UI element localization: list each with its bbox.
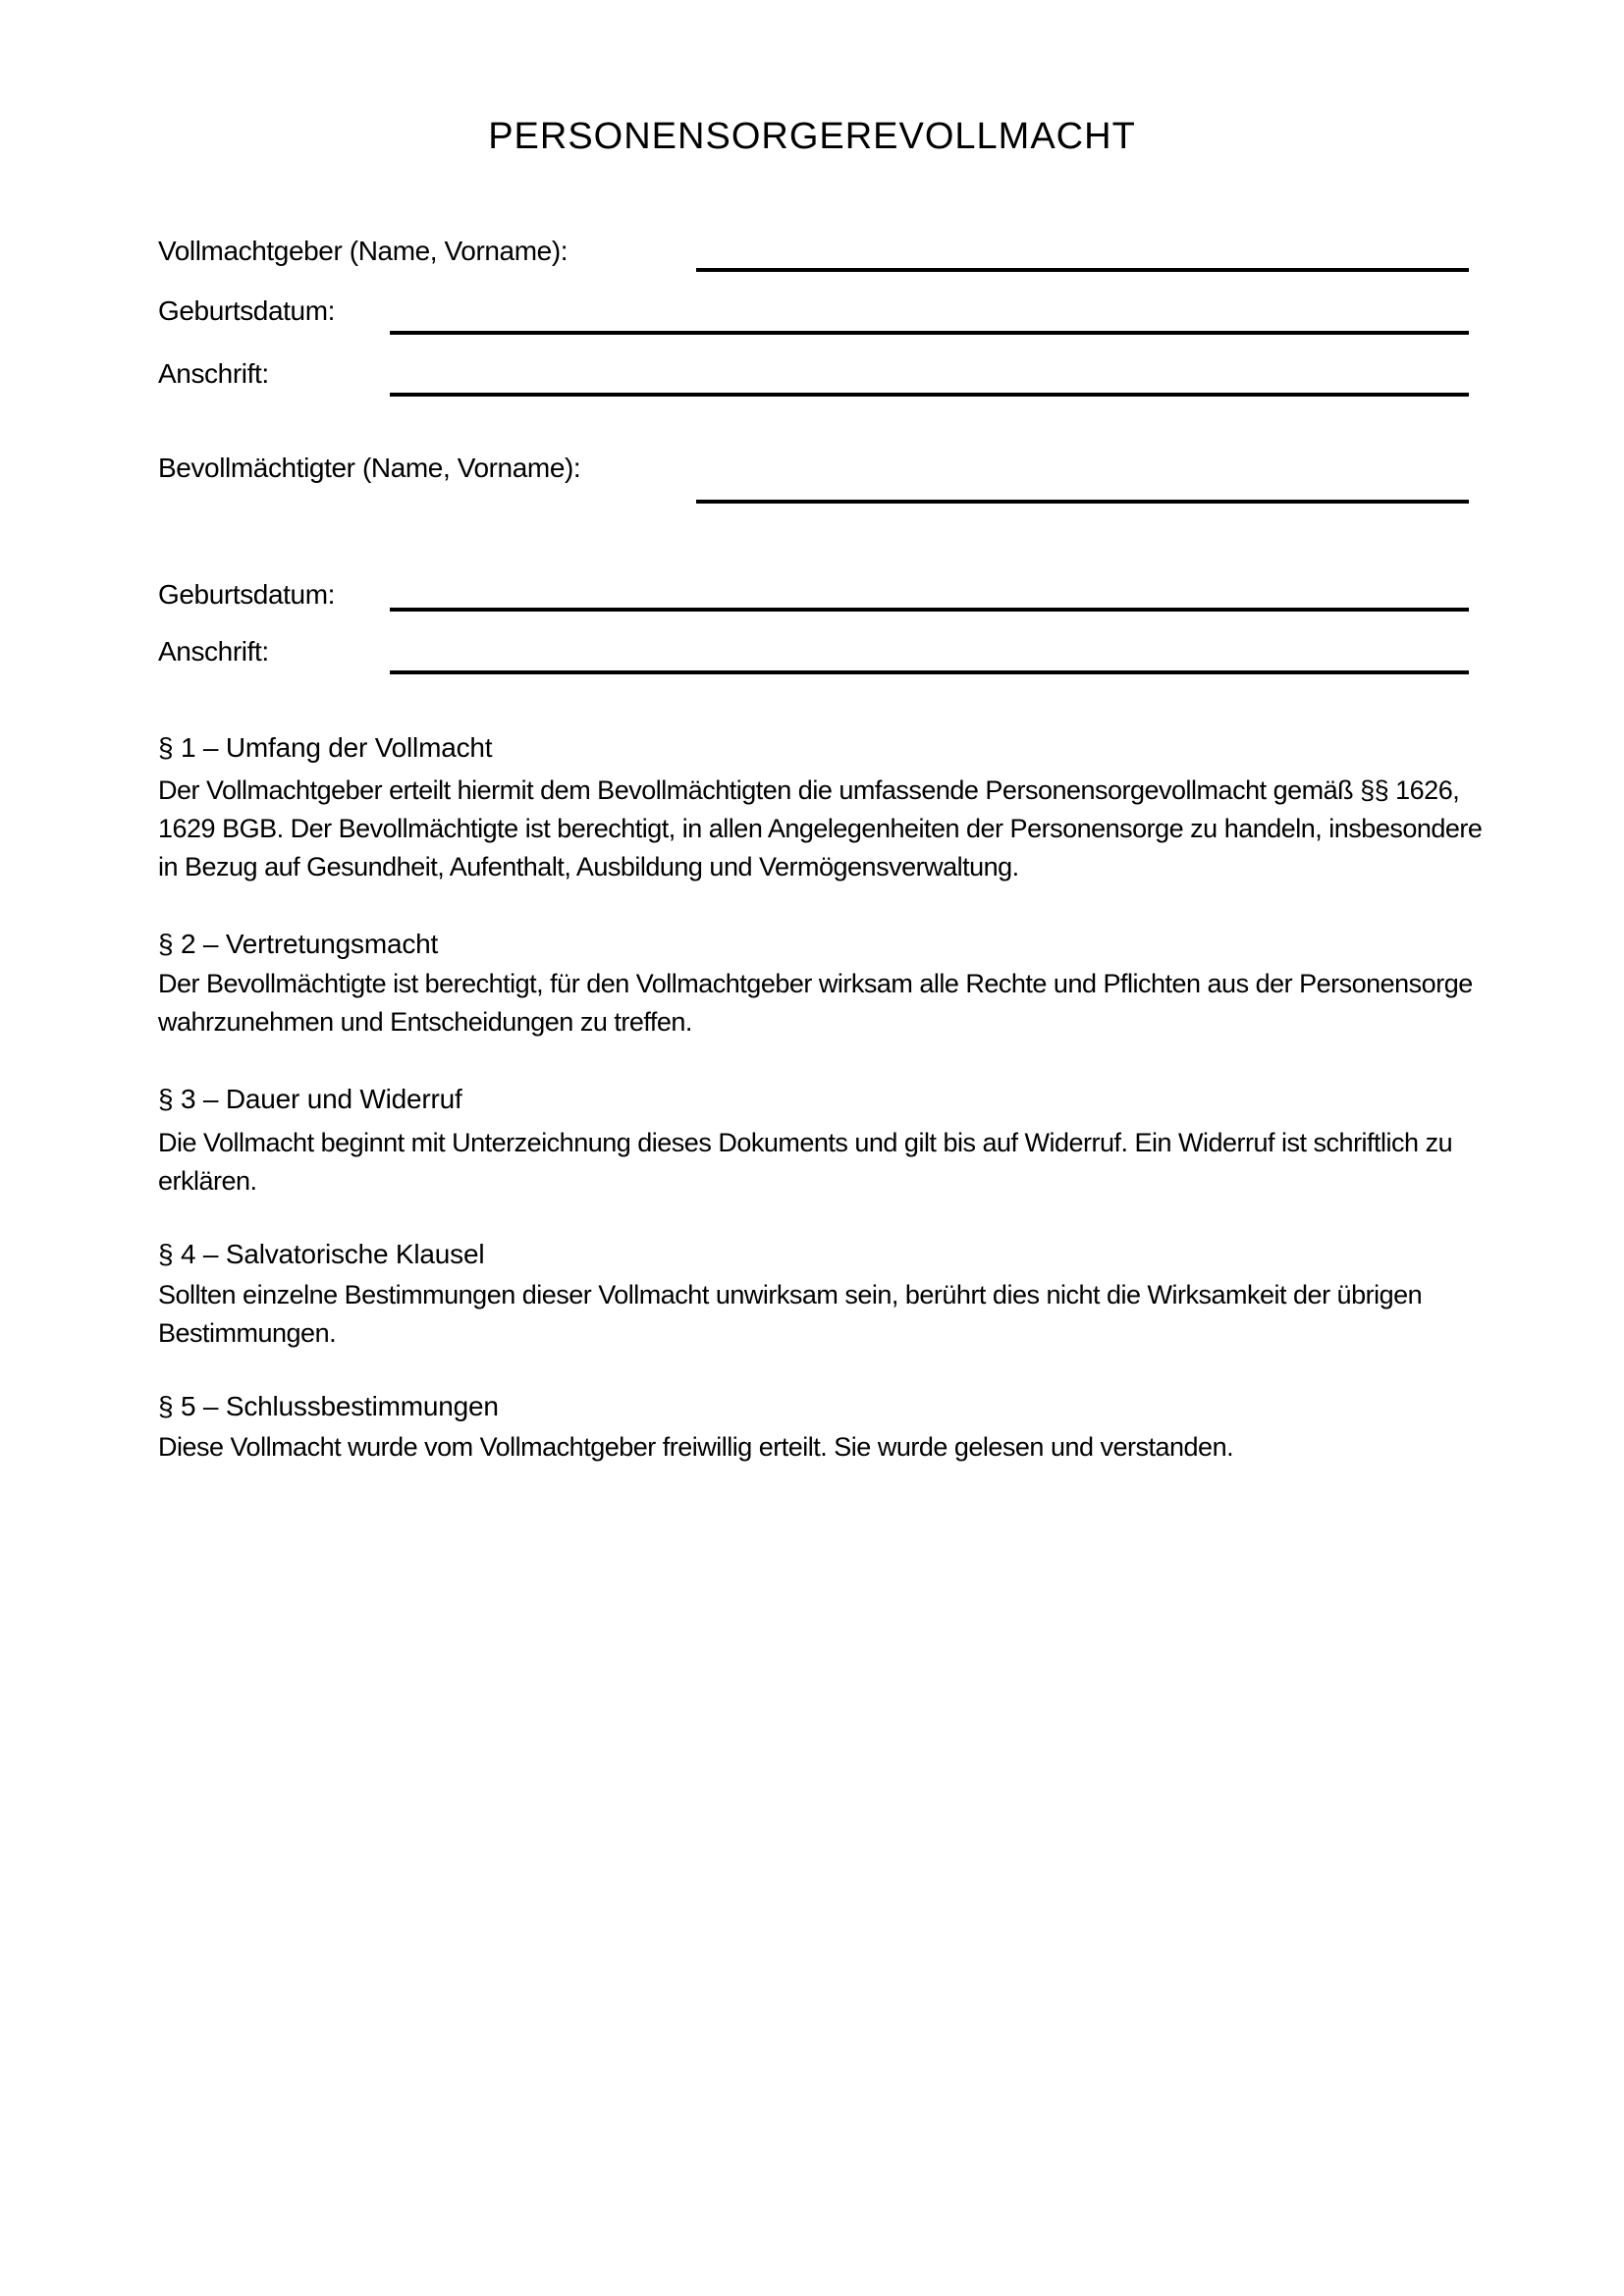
section-5-body: Diese Vollmacht wurde vom Vollmachtgeber freiwillig erteilt. Sie wurde gelesen und verstanden.: [158, 1432, 1234, 1462]
attorney-address-label: Anschrift:: [158, 636, 269, 667]
principal-address-label: Anschrift:: [158, 358, 269, 389]
section-1-heading: § 1 – Umfang der Vollmacht: [158, 732, 493, 763]
section-4-heading: § 4 – Salvatorische Klausel: [158, 1239, 485, 1269]
section-2-heading: § 2 – Vertretungsmacht: [158, 929, 439, 959]
section-3-heading: § 3 – Dauer und Widerruf: [158, 1084, 462, 1114]
section-3-body: Die Vollmacht beginnt mit Unterzeichnung dieses Dokuments und gilt bis auf Widerruf. Ein Widerruf ist schriftlich zu erklären.: [158, 1128, 1453, 1196]
principal-address-input-line[interactable]: [390, 363, 1469, 397]
attorney-birthdate-input-line[interactable]: [390, 578, 1469, 612]
section-5-heading: § 5 – Schlussbestimmungen: [158, 1391, 499, 1421]
attorney-name-label: Bevollmächtigter (Name, Vorname):: [158, 453, 581, 483]
attorney-birthdate-label: Geburtsdatum:: [158, 579, 335, 610]
section-2-body: Der Bevollmächtigte ist berechtigt, für den Vollmachtgeber wirksam alle Rechte und Pflichten aus der Personensorge wahrzunehmen und Entscheidungen zu treffen.: [158, 969, 1473, 1037]
attorney-name-input-line[interactable]: [696, 470, 1469, 504]
section-1-body: Der Vollmachtgeber erteilt hiermit dem Bevollmächtigten die umfassende Personensorgevollmacht gemäß §§ 1626, 1629 BGB. Der Bevollmächtigte ist berechtigt, in allen Angelegenheiten der Personensorge zu handeln, insbesondere in Bezug auf Gesundheit, Aufenthalt, Ausbildung und Vermögensverwaltung.: [158, 775, 1483, 881]
section-4-body: Sollten einzelne Bestimmungen dieser Vollmacht unwirksam sein, berührt dies nicht die Wirksamkeit der übrigen Bestimmungen.: [158, 1280, 1423, 1348]
principal-birthdate-input-line[interactable]: [390, 301, 1469, 335]
document-title: PERSONENSORGEREVOLLMACHT: [488, 116, 1136, 157]
attorney-address-input-line[interactable]: [390, 641, 1469, 674]
principal-name-input-line[interactable]: [696, 239, 1469, 272]
principal-birthdate-label: Geburtsdatum:: [158, 295, 335, 326]
principal-name-label: Vollmachtgeber (Name, Vorname):: [158, 236, 568, 266]
